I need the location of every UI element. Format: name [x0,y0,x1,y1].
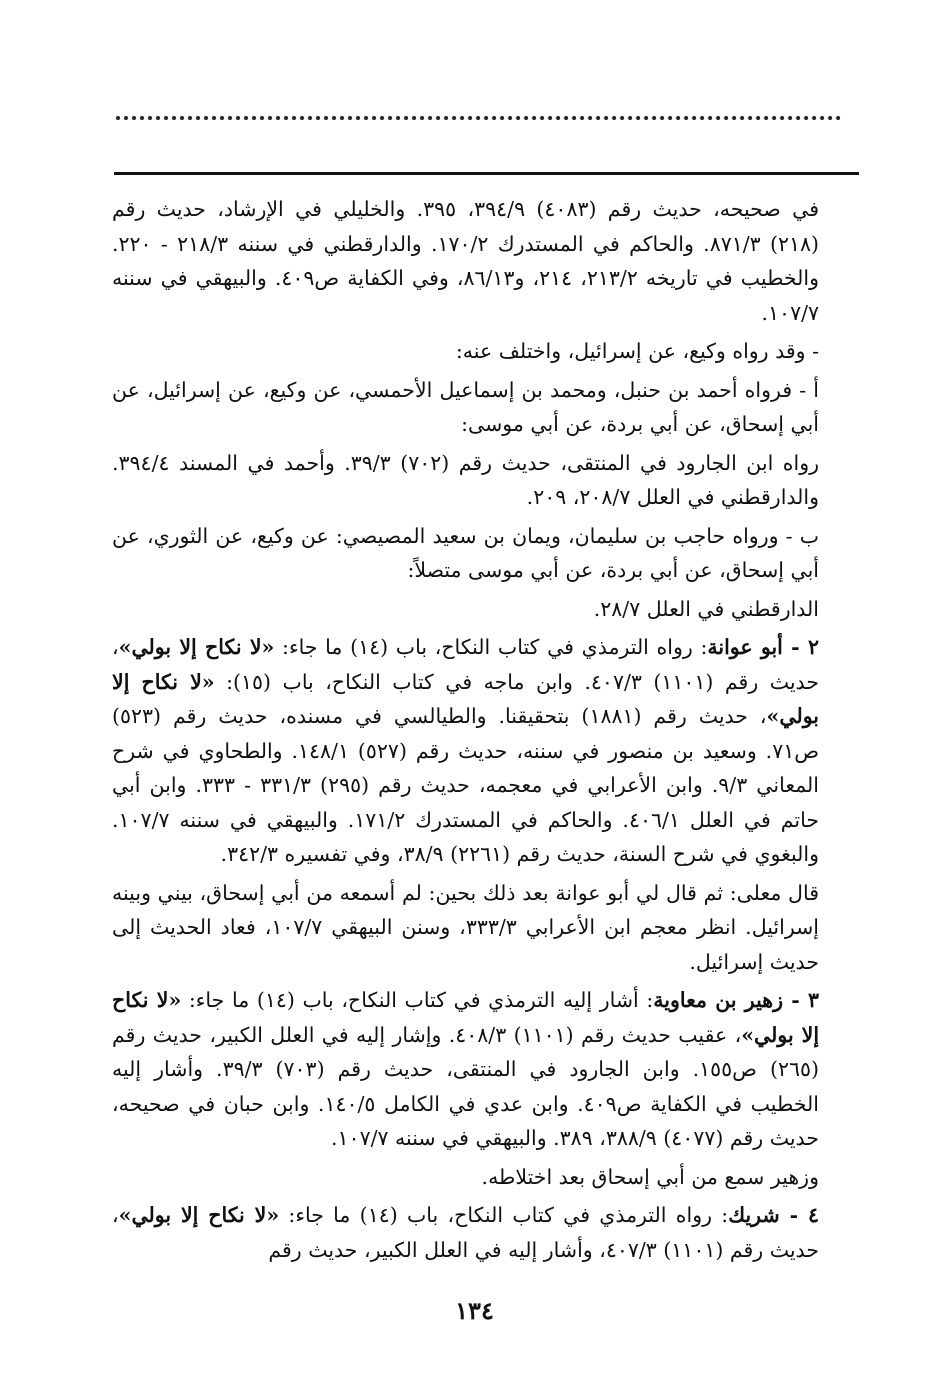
paragraph [112,334,819,369]
paragraph [112,592,819,627]
text-segment: : رواه الترمذي في كتاب النكاح، باب (١٤) ما جاء: [274,635,708,659]
paragraph [112,192,819,330]
text-segment: قال معلى: ثم قال لي أبو عوانة بعد ذلك بحين: لم أسمعه من أبي إسحاق، بيني وبينه إسرائيل. انظر معجم ابن الأعرابي ٣٣٣/٣، وسنن البيهقي ١٠٧/٧، فعاد الحديث إلى حديث إسرائيل. [112,880,819,974]
bold-segment: ٤ - شريك [728,1203,819,1227]
paragraph [112,446,819,515]
bold-segment: ٣ - زهير بن معاوية [653,988,819,1012]
paragraph [112,1198,819,1267]
text-segment: في صحيحه، حديث رقم (٤٠٨٣) ٣٩٤/٩، ٣٩٥. والخليلي في الإرشاد، حديث رقم (٢١٨) ٨٧١/٣. والحاكم في المستدرك ١٧٠/٢. والدارقطني في سننه ٢١٨/٣ - ٢٢٠. والخطيب في تاريخه ٢١٣/٢، ٢١٤، و٨٦/١٣، وفي الكفاية ص٤٠٩. والبيهقي في سننه ١٠٧/٧. [112,197,820,325]
paragraph [112,373,819,442]
text-segment: أ - فرواه أحمد بن حنبل، ومحمد بن إسماعيل الأحمسي، عن وكيع، عن إسرائيل، عن أبي إسحاق، عن أبي بردة، عن أبي موسى: [112,377,819,436]
bold-segment: «لا نكاح إلا بولي» [118,1203,280,1227]
text-segment: رواه ابن الجارود في المنتقى، حديث رقم (٧٠٢) ٣٩/٣. وأحمد في المسند ٣٩٤/٤. والدارقطني في العلل ٢٠٨/٧، ٢٠٩. [112,450,819,509]
header-rule [114,172,859,175]
bold-segment: «لا نكاح إلا بولي» [112,988,820,1047]
dotted-separator [116,116,841,120]
text-segment: ، حديث رقم (١٨٨١) بتحقيقنا. والطيالسي في مسنده، حديث رقم (٥٢٣) ص٧١. وسعيد بن منصور في سننه، حديث رقم (٥٢٧) ١٤٨/١. والطحاوي في شرح المعاني ٩/٣. وابن الأعرابي في معجمه، حديث رقم (٢٩٥) ٣٣١/٣ - ٣٣٣. وابن أبي حاتم في العلل ٤٠٦/١. والحاكم في المستدرك ١٧١/٢. والبيهقي في سننه ١٠٧/٧. والبغوي في شرح السنة، حديث رقم (٢٢٦١) ٣٨/٩، وفي تفسيره ٣٤٢/٣. [112,704,820,866]
text-segment: ب - ورواه حاجب بن سليمان، ويمان بن سعيد المصيصي: عن وكيع، عن الثوري، عن أبي إسحاق، عن أبي بردة، عن أبي موسى متصلاً: [112,523,819,582]
text-segment: ، حديث رقم (١١٠١) ٤٠٧/٣، وأشار إليه في العلل الكبير، حديث رقم [112,1203,819,1262]
bold-segment: «لا نكاح إلا بولي» [118,635,275,659]
bold-segment: ٢ - أبو عوانة [707,635,819,659]
paragraph [112,1160,819,1195]
bold-segment: «لا نكاح إلا بولي» [112,669,819,728]
text-segment: الدارقطني في العلل ٢٨/٧. [593,596,819,621]
text-segment: : أشار إليه الترمذي في كتاب النكاح، باب (١٤) ما جاء: [181,988,654,1012]
paragraph [112,876,819,980]
text-segment: ، حديث رقم (١١٠١) ٤٠٧/٣. وابن ماجه في كتاب النكاح، باب (١٥): [112,635,819,694]
paragraph [112,630,819,872]
text-segment: - وقد رواه وكيع، عن إسرائيل، واختلف عنه: [455,339,819,363]
text-segment: وزهير سمع من أبي إسحاق بعد اختلاطه. [481,1164,819,1189]
text-segment: : رواه الترمذي في كتاب النكاح، باب (١٤) ما جاء: [279,1203,729,1227]
footnote-text [112,192,819,1271]
paragraph [112,519,819,588]
page-number: ١٣٤ [455,1296,494,1325]
paragraph [112,983,819,1156]
text-segment: ، عقيب حديث رقم (١١٠١) ٤٠٨/٣. وإشار إليه في العلل الكبير، حديث رقم (٢٦٥) ص١٥٥. وابن الجارود في المنتقى، حديث رقم (٧٠٣) ٣٩/٣. وأشار إليه الخطيب في الكفاية ص٤٠٩. وابن عدي في الكامل ١٤٠/٥. وابن حبان في صحيحه، حديث رقم (٤٠٧٧) ٣٨٨/٩، ٣٨٩. والبيهقي في سننه ١٠٧/٧. [112,1022,819,1150]
